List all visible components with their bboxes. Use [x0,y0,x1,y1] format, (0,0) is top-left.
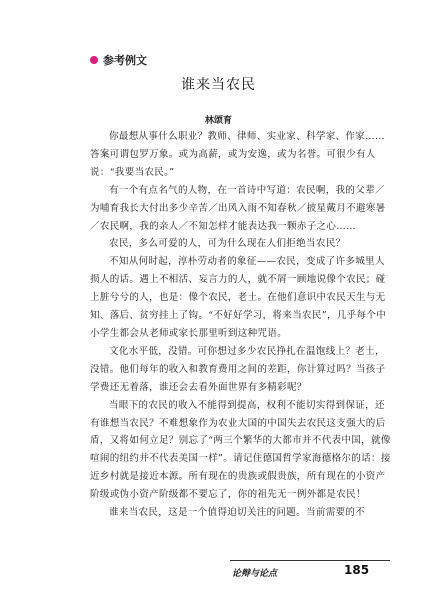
paragraph: 文化水平低，没错。可你想过多少农民挣扎在温饱线上？老土，没错。他们每年的收入和教育费用之间的差距，你计算过吗？当孩子学费还无着落，谁还会去看外面世界有多精彩呢？ [90,345,386,393]
paragraph: 你最想从事什么职业？教师、律师、实业家、科学家、作家……答案可谓包罗万象。或为高薪，或为安逸，或为名誉。可很少有人说：“我要当农民。” [90,131,385,178]
bullet-dot-icon [90,56,98,64]
section-label [90,52,147,68]
section-label-text: 参考例文 [103,54,147,67]
paragraph: 不知从何时起，淳朴劳动者的象征——农民，变成了许多城里人损人的话。遇上不相活、妄言力的人，就不屑一顾地说像个农民；碰上脏兮兮的人，也是：像个农民，老土。在他们意识中农民天生与无知、落后、贫穷挂上了钩。“不好好学习，将来当农民”，几乎每个中小学生都会从老师或家长那里听到这种咒语。 [90,256,387,339]
page-number: 185 [344,563,370,577]
footer-section-name: 论辩与论点 [232,569,278,579]
paragraph: 谁来当农民，这是一个值得迫切关注的问题。当前需要的不 [109,507,366,519]
article-body [90,128,392,522]
article-author: 林颂育 [204,116,232,126]
paragraph: 农民，多么可爱的人，可为什么现在人们拒绝当农民？ [109,238,346,250]
paragraph: 当眼下的农民的收入不能得到提高，权利不能切实得到保证，还有谁想当农民？不难想象作为农业大国的中国失去农民这支强大的后盾，又将如何立足？别忘了“两三个繁华的大都市并不代表中国，就像喧闹的纽约并不代表美国一样”。请记住德国哲学家海德格尔的话：接近乡村就是接近本源。所有现在的贵族或假贵族，所有现在的小资产阶级或伪小资产阶级都不要忘了，你的祖先无一例外都是农民！ [90,399,391,501]
article-title: 谁来当农民 [181,77,256,93]
footer-divider [230,560,390,561]
paragraph: 有一个有点名气的人物，在一首诗中写道：农民啊，我的父辈／为哺育我长大付出多少辛苦／出风入雨不知春秋／披星戴月不避寒暑／农民啊，我的亲人／不知怎样才能表达我一颗赤子之心…… [90,184,386,232]
